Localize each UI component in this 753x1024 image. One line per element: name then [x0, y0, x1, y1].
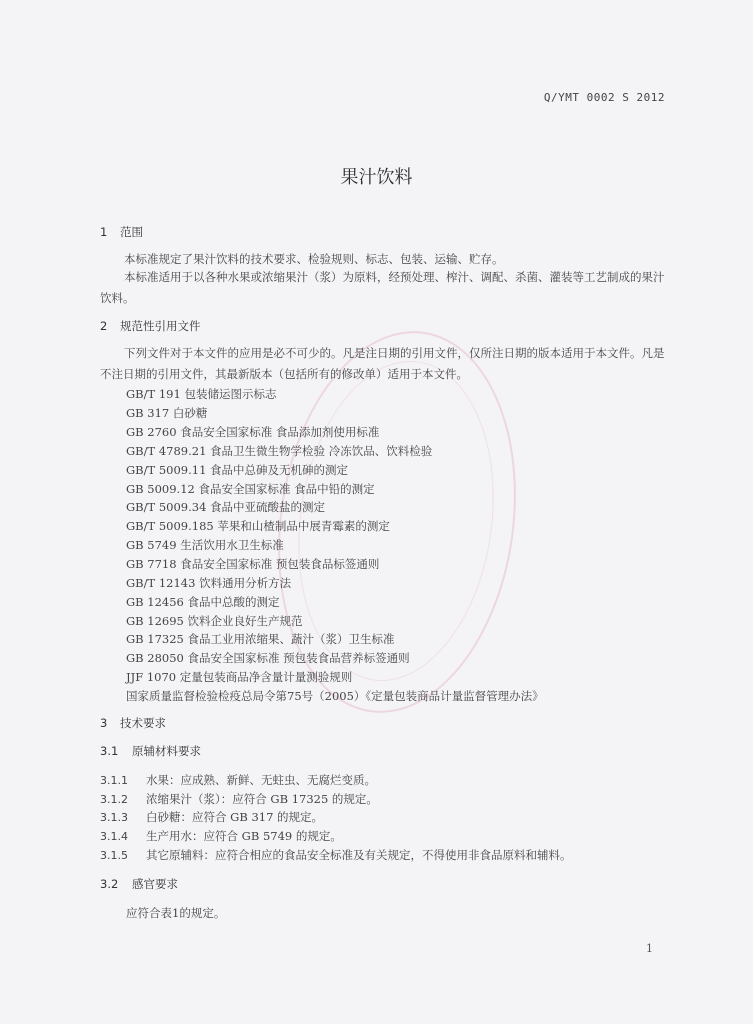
standard-code: Q/YMT 0002 S 2012	[543, 91, 665, 104]
section-number: 1	[100, 225, 108, 239]
item-number: 3.1.4	[100, 830, 128, 843]
section-2-paragraph: 下列文件对于本文件的应用是必不可少的。凡是注日期的引用文件，仅所注日期的版本适用于本文件。凡是不注日期的引用文件，其最新版本（包括所有的修改单）适用于本文件。	[100, 346, 665, 381]
item-text: 其它原辅料：应符合相应的食品安全标准及有关规定，不得使用非食品原料和辅料。	[146, 848, 572, 862]
section-title: 原辅材料要求	[132, 744, 201, 758]
section-title: 规范性引用文件	[120, 319, 201, 333]
requirement-item	[100, 847, 572, 863]
section-3-2-heading	[100, 876, 178, 892]
requirement-item	[100, 828, 342, 844]
section-title: 感官要求	[132, 877, 178, 891]
reference-item: 国家质量监督检验检疫总局令第75号（2005）《定量包装商品计量监督管理办法》	[126, 689, 544, 703]
section-number: 2	[100, 319, 108, 333]
section-title: 技术要求	[120, 716, 166, 730]
reference-item: GB 12695 饮料企业良好生产规范	[126, 614, 303, 628]
reference-item: GB/T 12143 饮料通用分析方法	[126, 576, 292, 590]
reference-item: GB/T 5009.185 苹果和山楂制品中展青霉素的测定	[126, 519, 390, 533]
reference-item: GB 5749 生活饮用水卫生标准	[126, 538, 284, 552]
reference-item: GB/T 5009.11 食品中总砷及无机砷的测定	[126, 463, 349, 477]
item-text: 浓缩果汁（浆）：应符合 GB 17325 的规定。	[146, 792, 378, 806]
reference-item: JJF 1070 定量包装商品净含量计量测验规则	[126, 670, 353, 684]
section-1-paragraph-1: 本标准规定了果汁饮料的技术要求、检验规则、标志、包装、运输、贮存。	[124, 252, 504, 266]
section-2-heading	[100, 318, 201, 334]
section-title: 范围	[120, 225, 143, 239]
reference-item: GB/T 191 包装储运图示标志	[126, 387, 277, 401]
item-number: 3.1.5	[100, 849, 128, 862]
section-number: 3.2	[100, 877, 119, 891]
reference-item: GB 28050 食品安全国家标准 预包装食品营养标签通则	[126, 651, 410, 665]
reference-item: GB 5009.12 食品安全国家标准 食品中铅的测定	[126, 482, 375, 496]
reference-item: GB 2760 食品安全国家标准 食品添加剂使用标准	[126, 425, 380, 439]
section-3-1-heading	[100, 743, 201, 759]
section-1-heading	[100, 224, 143, 240]
reference-item: GB/T 4789.21 食品卫生微生物学检验 冷冻饮品、饮料检验	[126, 444, 433, 458]
item-text: 水果：应成熟、新鲜、无蛀虫、无腐烂变质。	[146, 773, 376, 787]
item-text: 白砂糖：应符合 GB 317 的规定。	[146, 810, 324, 824]
section-number: 3	[100, 716, 108, 730]
reference-item: GB/T 5009.34 食品中亚硫酸盐的测定	[126, 500, 326, 514]
reference-item: GB 317 白砂糖	[126, 406, 208, 420]
section-3-2-paragraph: 应符合表1的规定。	[126, 906, 226, 920]
requirement-item	[100, 809, 323, 825]
item-text: 生产用水：应符合 GB 5749 的规定。	[146, 829, 342, 843]
section-number: 3.1	[100, 744, 119, 758]
reference-item: GB 12456 食品中总酸的测定	[126, 595, 280, 609]
item-number: 3.1.1	[100, 774, 128, 787]
item-number: 3.1.2	[100, 793, 128, 806]
page-number: 1	[646, 942, 653, 955]
requirement-item	[100, 791, 378, 807]
reference-item: GB 17325 食品工业用浓缩果、蔬汁（浆）卫生标准	[126, 632, 395, 646]
item-number: 3.1.3	[100, 811, 128, 824]
requirement-item	[100, 772, 376, 788]
reference-item: GB 7718 食品安全国家标准 预包装食品标签通则	[126, 557, 380, 571]
document-title: 果汁饮料	[340, 167, 413, 188]
section-3-heading	[100, 715, 166, 731]
section-1-paragraph-2: 本标准适用于以各种水果或浓缩果汁（浆）为原料，经预处理、榨汁、调配、杀菌、灌装等工艺制成的果汁饮料。	[100, 270, 665, 305]
